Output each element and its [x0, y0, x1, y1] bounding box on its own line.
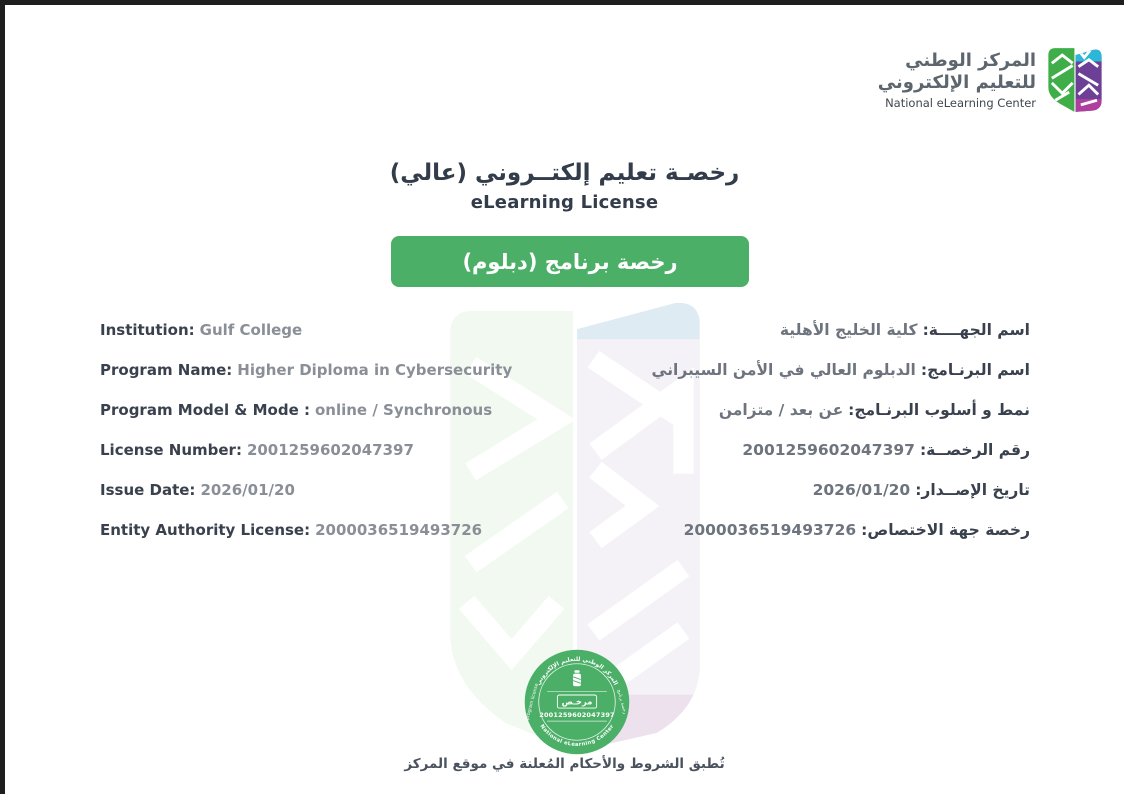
institution-value-ar: كلية الخليج الأهلية [779, 321, 918, 339]
program-name-value-ar: الدبلوم العالي في الأمن السيبراني [651, 361, 916, 379]
detail-row-institution [100, 310, 1030, 350]
program-name-label-ar: اسم البرنـامج: [920, 361, 1030, 379]
institution-value-en: Gulf College [199, 321, 303, 339]
model-mode-value-en: online / Synchronous [314, 401, 493, 419]
license-number-en [100, 441, 414, 459]
program-name-label-en: Program Name: [100, 361, 233, 379]
entity-authority-value-ar: 2000036519493726 [683, 521, 857, 539]
issue-date-ar [813, 481, 1030, 499]
program-name-ar [652, 361, 1030, 379]
terms-note-text: تُطبق الشروط والأحكام المُعلنة في موقع المركز [404, 756, 725, 772]
detail-row-model-mode [100, 390, 1030, 430]
license-number-ar [742, 441, 1030, 459]
nelc-logo-text [878, 50, 1036, 111]
institution-en [100, 321, 302, 339]
entity-authority-ar [684, 521, 1030, 539]
seal-license-number: 2001259602047397 [539, 710, 615, 719]
seal-arc-left-text: program license [525, 683, 540, 721]
seal-arc-right-text: رخصة برنامج [615, 689, 628, 715]
issue-date-label-en: Issue Date: [100, 481, 196, 499]
issue-date-value-en: 2026/01/20 [200, 481, 295, 499]
program-license-banner [391, 236, 749, 287]
entity-authority-value-en: 2000036519493726 [315, 521, 483, 539]
model-mode-value-ar: عن بعد / متزامن [718, 401, 844, 419]
model-mode-en [100, 401, 492, 419]
issue-date-label-ar: تاريخ الإصــدار: [915, 481, 1030, 499]
model-mode-label-en: Program Model & Mode : [100, 401, 310, 419]
detail-row-entity-authority-license [100, 510, 1030, 550]
institution-label-en: Institution: [100, 321, 195, 339]
model-mode-ar [719, 401, 1030, 419]
issue-date-en [100, 481, 295, 499]
detail-row-issue-date [100, 470, 1030, 510]
document-title [5, 160, 1124, 213]
license-seal-icon [521, 646, 633, 758]
institution-label-ar: اسم الجهــــة: [922, 321, 1030, 339]
title-arabic: رخصـة تعليم إلكتــروني (عالي) [389, 160, 740, 186]
nelc-logo-icon [1046, 47, 1104, 113]
license-seal [521, 646, 633, 758]
title-english: eLearning License [470, 192, 659, 213]
model-mode-label-ar: نمط و أسلوب البرنـامج: [848, 401, 1030, 419]
logo-name-english: National eLearning Center [885, 96, 1036, 111]
program-name-en [100, 361, 512, 379]
detail-row-program-name [100, 350, 1030, 390]
license-number-label-en: License Number: [100, 441, 242, 459]
entity-authority-en [100, 521, 482, 539]
logo-name-arabic-line2: للتعليم الإلكتروني [877, 71, 1036, 93]
seal-status-text: مرخـص [561, 696, 593, 707]
nelc-logo [878, 47, 1104, 113]
license-number-value-ar: 2001259602047397 [742, 441, 915, 459]
detail-row-license-number [100, 430, 1030, 470]
logo-name-arabic-line1: المركز الوطني [905, 49, 1036, 71]
seal-arc-top-text: المركز الوطني للتعليم الإلكتروني [535, 656, 619, 687]
seal-arc-bottom-text: National eLearning Center [538, 723, 616, 748]
license-number-label-ar: رقم الرخصــة: [919, 441, 1030, 459]
institution-ar [780, 321, 1030, 339]
banner-label: رخصة برنامج (دبلوم) [462, 249, 678, 274]
program-name-value-en: Higher Diploma in Cybersecurity [237, 361, 513, 379]
license-number-value-en: 2001259602047397 [246, 441, 414, 459]
issue-date-value-ar: 2026/01/20 [812, 481, 911, 499]
entity-authority-label-ar: رخصة جهة الاختصاص: [861, 521, 1030, 539]
entity-authority-label-en: Entity Authority License: [100, 521, 311, 539]
license-details [5, 310, 1124, 550]
